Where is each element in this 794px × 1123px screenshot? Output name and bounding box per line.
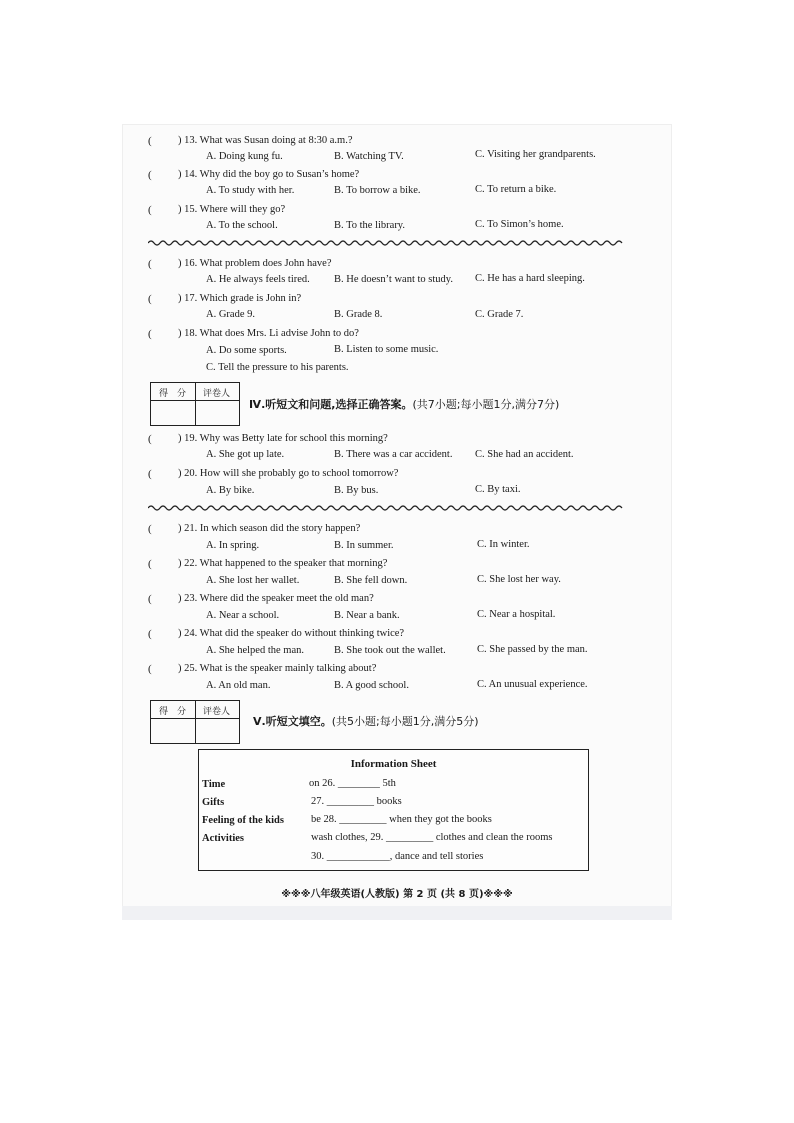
answer-paren[interactable]: ( — [148, 628, 152, 640]
info-blank-28[interactable]: be 28. _________ when they got the books — [311, 814, 492, 825]
section-4-title — [249, 396, 559, 412]
option-b: B. A good school. — [334, 680, 409, 691]
option-b: B. Watching TV. — [334, 151, 404, 162]
section-5-title — [253, 713, 478, 729]
question-25: ) 25. What is the speaker mainly talking about? — [178, 663, 377, 674]
answer-paren[interactable]: ( — [148, 593, 152, 605]
info-blank-26[interactable]: on 26. ________ 5th — [309, 778, 396, 789]
score-label: 得 分 — [159, 707, 187, 717]
info-blank-27[interactable]: 27. _________ books — [311, 796, 402, 807]
option-c: C. Visiting her grandparents. — [475, 149, 596, 160]
answer-paren[interactable]: ( — [148, 663, 152, 675]
section-4-note: (共7小题;每小题1分,满分7分) — [412, 398, 560, 411]
wavy-divider — [148, 504, 624, 512]
option-b: B. By bus. — [334, 485, 379, 496]
question-19: ) 19. Why was Betty late for school this morning? — [178, 433, 388, 444]
option-a: A. Near a school. — [206, 610, 280, 621]
option-b: B. He doesn’t want to study. — [334, 274, 453, 285]
question-23: ) 23. Where did the speaker meet the old man? — [178, 593, 374, 604]
info-blank-30[interactable]: 30. ____________, dance and tell stories — [311, 851, 484, 862]
option-c: C. She lost her way. — [477, 574, 561, 585]
answer-paren[interactable]: ( — [148, 258, 152, 270]
option-c: C. By taxi. — [475, 484, 521, 495]
information-sheet-title: Information Sheet — [350, 758, 437, 770]
grader-label: 评卷人 — [203, 707, 231, 717]
answer-paren[interactable]: ( — [148, 169, 152, 181]
option-b: B. She took out the wallet. — [334, 645, 446, 656]
information-sheet — [198, 749, 589, 871]
answer-paren[interactable]: ( — [148, 468, 152, 480]
option-b: B. There was a car accident. — [334, 449, 453, 460]
question-13: ) 13. What was Susan doing at 8:30 a.m.? — [178, 135, 353, 146]
option-a: A. Doing kung fu. — [206, 151, 283, 162]
answer-paren[interactable]: ( — [148, 433, 152, 445]
option-b: B. Listen to some music. — [334, 344, 439, 355]
question-15: ) 15. Where will they go? — [178, 204, 286, 215]
answer-paren[interactable]: ( — [148, 135, 152, 147]
info-blank-29[interactable]: wash clothes, 29. _________ clothes and clean the rooms — [311, 832, 553, 843]
answer-paren[interactable]: ( — [148, 293, 152, 305]
option-c: C. To Simon’s home. — [475, 219, 564, 230]
section-4-heading: 听短文和问题,选择正确答案。 — [265, 398, 413, 411]
option-a: A. By bike. — [206, 485, 255, 496]
question-20: ) 20. How will she probably go to school tomorrow? — [178, 468, 399, 479]
option-a: A. She got up late. — [206, 449, 285, 460]
option-a: A. She lost her wallet. — [206, 575, 300, 586]
score-box — [150, 382, 240, 426]
section-5-note: (共5小题;每小题1分,满分5分) — [331, 715, 479, 728]
option-b: B. To the library. — [334, 220, 406, 231]
answer-paren[interactable]: ( — [148, 204, 152, 216]
option-b: B. She fell down. — [334, 575, 408, 586]
section-5-numeral: Ⅴ. — [253, 715, 266, 728]
option-a: A. In spring. — [206, 540, 260, 551]
page-bottom-edge — [122, 906, 672, 920]
option-c: C. He has a hard sleeping. — [475, 273, 585, 284]
question-16: ) 16. What problem does John have? — [178, 258, 332, 269]
info-label-feeling: Feeling of the kids — [202, 815, 284, 826]
option-a: A. Do some sports. — [206, 345, 287, 356]
option-c: C. Near a hospital. — [477, 609, 556, 620]
question-24: ) 24. What did the speaker do without thinking twice? — [178, 628, 405, 639]
wavy-divider — [148, 239, 624, 247]
section-5-heading: 听短文填空。 — [265, 715, 332, 728]
option-c: C. In winter. — [477, 539, 530, 550]
option-c: C. An unusual experience. — [477, 679, 588, 690]
question-18: ) 18. What does Mrs. Li advise John to do? — [178, 328, 359, 339]
answer-paren[interactable]: ( — [148, 558, 152, 570]
option-b: B. In summer. — [334, 540, 394, 551]
option-a: A. Grade 9. — [206, 309, 255, 320]
info-label-gifts: Gifts — [202, 797, 225, 808]
option-a: A. He always feels tired. — [206, 274, 310, 285]
info-label-activities: Activities — [202, 833, 244, 844]
option-a: A. She helped the man. — [206, 645, 304, 656]
score-box — [150, 700, 240, 744]
option-b: B. To borrow a bike. — [334, 185, 421, 196]
option-a: A. An old man. — [206, 680, 271, 691]
option-a: A. To study with her. — [206, 185, 295, 196]
option-c: C. She passed by the man. — [477, 644, 588, 655]
question-22: ) 22. What happened to the speaker that morning? — [178, 558, 388, 569]
answer-paren[interactable]: ( — [148, 523, 152, 535]
question-21: ) 21. In which season did the story happen? — [178, 523, 361, 534]
question-14: ) 14. Why did the boy go to Susan’s home? — [178, 169, 360, 180]
page-footer: ※※※八年级英语(人教版) 第 2 页 (共 8 页)※※※ — [281, 889, 513, 900]
option-c: C. She had an accident. — [475, 449, 574, 460]
option-c: C. Grade 7. — [475, 309, 524, 320]
option-c: C. To return a bike. — [475, 184, 557, 195]
option-b: B. Grade 8. — [334, 309, 383, 320]
section-4-numeral: Ⅳ. — [249, 398, 266, 411]
grader-label: 评卷人 — [203, 389, 231, 399]
option-c: C. Tell the pressure to his parents. — [206, 362, 349, 373]
answer-paren[interactable]: ( — [148, 328, 152, 340]
option-a: A. To the school. — [206, 220, 278, 231]
score-label: 得 分 — [159, 389, 187, 399]
option-b: B. Near a bank. — [334, 610, 400, 621]
question-17: ) 17. Which grade is John in? — [178, 293, 302, 304]
info-label-time: Time — [202, 779, 226, 790]
